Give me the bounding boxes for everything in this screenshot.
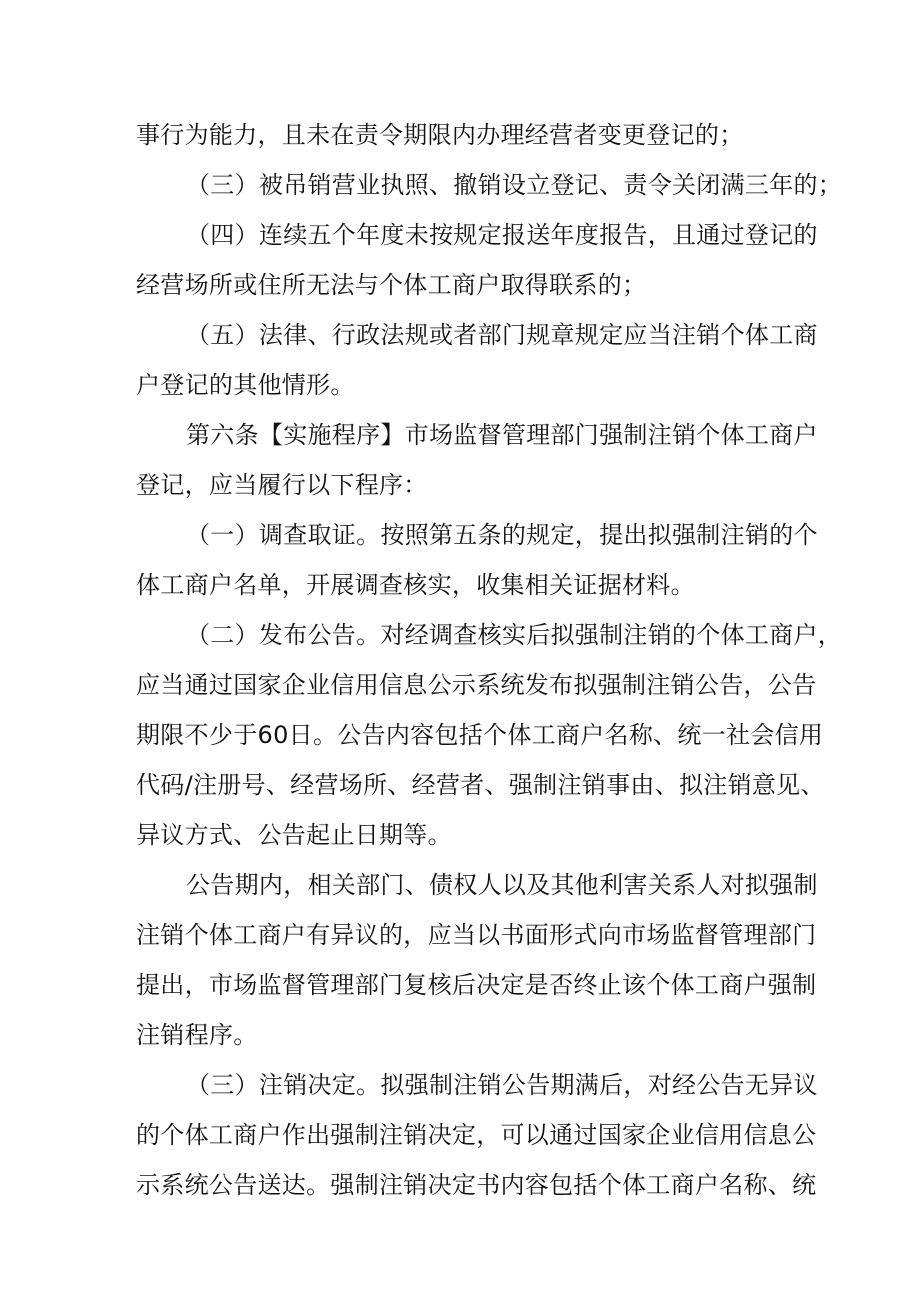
text-line: 户登记的其他情形。 <box>136 371 355 399</box>
text-line: 经营场所或住所无法与个体工商户取得联系的； <box>136 271 647 299</box>
text-line: （五）法律、行政法规或者部门规章规定应当注销个体工商 <box>186 321 818 349</box>
text-line: （三）注销决定。拟强制注销公告期满后，对经公告无异议 <box>186 1071 818 1099</box>
text-line: （一）调查取证。按照第五条的规定，提出拟强制注销的个 <box>186 521 818 549</box>
text-line: 第六条【实施程序】市场监督管理部门强制注销个体工商户 <box>186 421 818 449</box>
text-line: 事行为能力，且未在责令期限内办理经营者变更登记的； <box>136 121 744 149</box>
text-line: 登记，应当履行以下程序： <box>136 471 428 499</box>
text-line: 代码/注册号、经营场所、经营者、强制注销事由、拟注销意见、 <box>136 771 825 799</box>
text-line: 期限不少于60日。公告内容包括个体工商户名称、统一社会信用 <box>136 721 824 749</box>
text-line: （二）发布公告。对经调查核实后拟强制注销的个体工商户， <box>186 621 843 649</box>
text-line: 的个体工商户作出强制注销决定，可以通过国家企业信用信息公 <box>136 1121 817 1149</box>
text-line: 提出，市场监督管理部门复核后决定是否终止该个体工商户强制 <box>136 971 817 999</box>
text-line: （四）连续五个年度未按规定报送年度报告，且通过登记的 <box>186 221 818 249</box>
text-line: 注销程序。 <box>136 1021 258 1049</box>
text-line: 体工商户名单，开展调查核实，收集相关证据材料。 <box>136 571 695 599</box>
text-line: （三）被吊销营业执照、撤销设立登记、责令关闭满三年的； <box>186 171 843 199</box>
text-line: 公告期内，相关部门、债权人以及其他利害关系人对拟强制 <box>186 871 818 899</box>
text-line: 示系统公告送达。强制注销决定书内容包括个体工商户名称、统 <box>136 1171 817 1199</box>
text-line: 异议方式、公告起止日期等。 <box>136 821 452 849</box>
text-line: 注销个体工商户有异议的，应当以书面形式向市场监督管理部门 <box>136 921 817 949</box>
text-line: 应当通过国家企业信用信息公示系统发布拟强制注销公告，公告 <box>136 671 817 699</box>
